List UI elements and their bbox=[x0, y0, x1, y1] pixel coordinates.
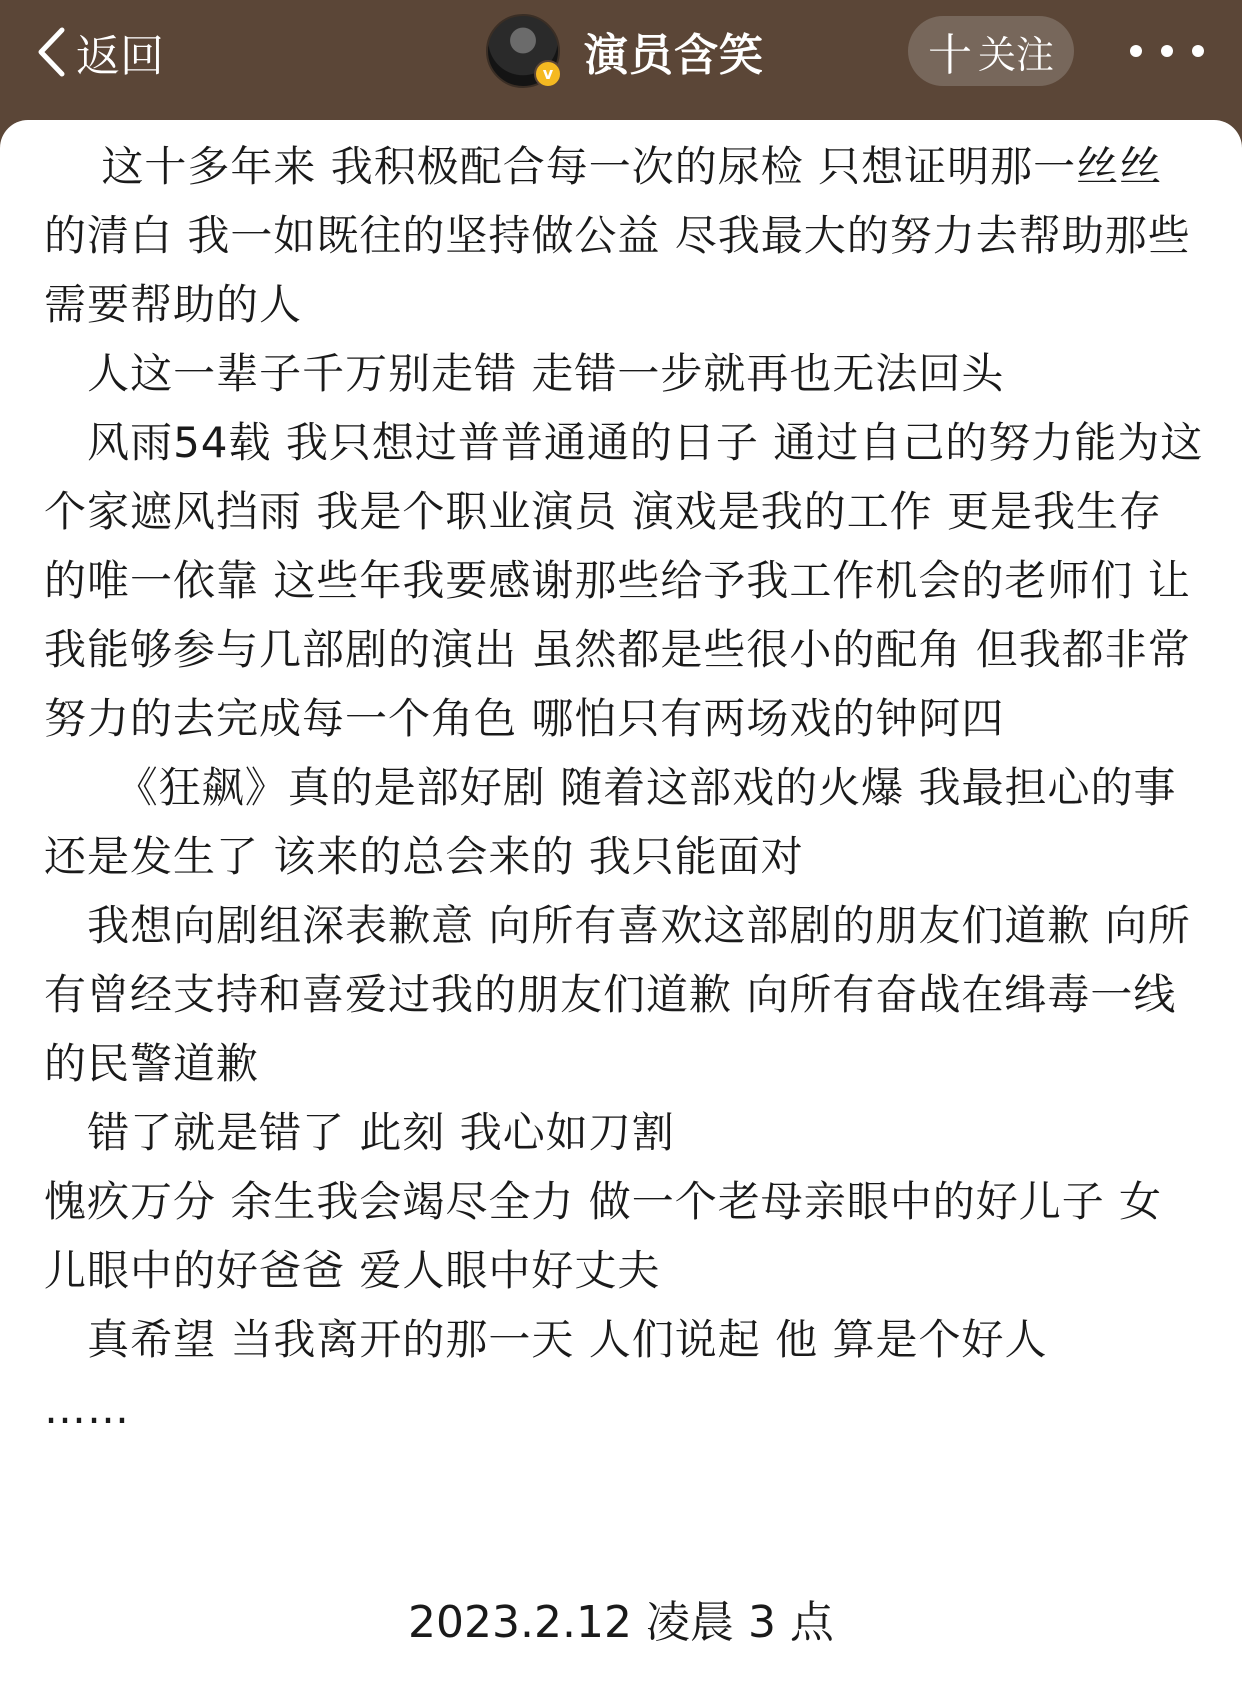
more-dots-icon[interactable] bbox=[1130, 34, 1204, 68]
paragraph: 我想向剧组深表歉意 向所有喜欢这部剧的朋友们道歉 向所有曾经支持和喜爱过我的朋友们道歉 向所有奋战在缉毒一线的民警道歉 bbox=[44, 901, 1191, 1088]
back-button[interactable] bbox=[36, 20, 164, 84]
paragraph: 人这一辈子千万别走错 走错一步就再也无法回头 bbox=[44, 349, 1005, 398]
top-bar bbox=[0, 0, 1242, 120]
dot bbox=[1130, 45, 1142, 57]
avatar[interactable] bbox=[486, 14, 560, 88]
follow-label: 关注 bbox=[977, 32, 1054, 77]
paragraph: 错了就是错了 此刻 我心如刀割 bbox=[44, 1108, 675, 1157]
dot bbox=[1192, 45, 1204, 57]
plus-icon: 十 bbox=[927, 30, 972, 81]
author-info[interactable] bbox=[486, 14, 764, 88]
paragraph: 《狂飙》真的是部好剧 随着这部戏的火爆 我最担心的事还是发生了 该来的总会来的 我只能面对 bbox=[44, 763, 1177, 881]
paragraph: 这十多年来 我积极配合每一次的尿检 只想证明那一丝丝的清白 我一如既往的坚持做公益 尽我最大的努力去帮助那些需要帮助的人 bbox=[44, 142, 1191, 329]
paragraph: 愧疚万分 余生我会竭尽全力 做一个老母亲眼中的好儿子 女儿眼中的好爸爸 爱人眼中好丈夫 bbox=[44, 1177, 1163, 1295]
dot bbox=[1161, 45, 1173, 57]
paragraph: 风雨54载 我只想过普普通通的日子 通过自己的努力能为这个家遮风挡雨 我是个职业演员 演戏是我的工作 更是我生存的唯一依靠 这些年我要感谢那些给予我工作机会的老师们 让我能够参与几部剧的演出 虽然都是些很小的配角 但我都非常努力的去完成每一个角色 哪怕只有两场戏的钟阿四 bbox=[44, 418, 1204, 743]
author-name[interactable]: 演员含笑 bbox=[584, 30, 764, 81]
paragraph: 真希望 当我离开的那一天 人们说起 他 算是个好人 bbox=[44, 1315, 1048, 1364]
chevron-left-icon bbox=[36, 27, 66, 77]
verified-badge-icon: v bbox=[534, 60, 562, 88]
follow-button[interactable] bbox=[908, 16, 1074, 86]
post-timestamp: 2023.2.12 凌晨 3 点 bbox=[408, 1597, 834, 1648]
back-label: 返回 bbox=[76, 31, 164, 82]
ellipsis: …… bbox=[44, 1384, 130, 1433]
post-body bbox=[44, 132, 1204, 1443]
